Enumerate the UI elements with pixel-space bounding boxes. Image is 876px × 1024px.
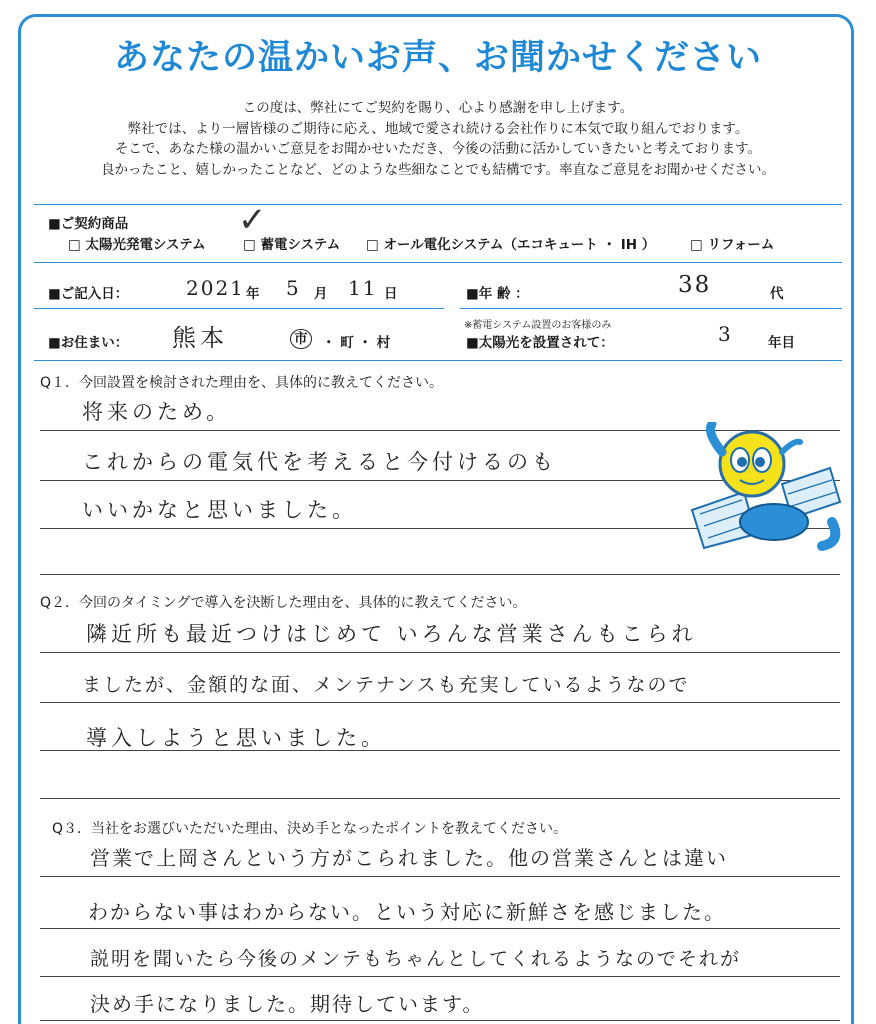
answer-3-line: 説明を聞いたら今後のメンテもちゃんとしてくれるようなのでそれが bbox=[90, 948, 742, 970]
answer-rule bbox=[40, 976, 840, 977]
solar-installed-label: ■太陽光を設置されて： bbox=[466, 335, 614, 351]
date-day-unit: 日 bbox=[384, 286, 398, 302]
age-label: ■年 齢 ： bbox=[466, 286, 529, 302]
date-day-value: 11 bbox=[348, 276, 378, 300]
answer-rule bbox=[40, 876, 840, 877]
date-year-unit: 年 bbox=[246, 286, 260, 302]
answer-1-line: いいかなと思いました。 bbox=[82, 498, 357, 522]
intro-line: 良かったこと、嬉しかったことなど、どのような些細なことでも結構です。率直なご意見をお聞かせください。 bbox=[101, 161, 775, 178]
answer-rule bbox=[40, 702, 840, 703]
checkmark-icon: ✓ bbox=[238, 200, 267, 240]
divider bbox=[34, 308, 444, 309]
answer-2-line: ましたが、金額的な面、メンテナンスも充実しているようなので bbox=[82, 674, 690, 696]
answer-2-line: 隣近所も最近つけはじめて いろんな営業さんもこられ bbox=[86, 622, 697, 646]
question-3-label: Q３．当社をお選びいただいた理由、決め手となったポイントを教えてください。 bbox=[52, 821, 568, 837]
city-option bbox=[290, 329, 312, 349]
intro-text bbox=[40, 98, 836, 180]
page-title: あなたの温かいお声、お聞かせください bbox=[113, 38, 762, 78]
solar-years-unit: 年目 bbox=[768, 335, 795, 351]
product-option-solar[interactable]: □ 太陽光発電システム bbox=[68, 237, 206, 253]
intro-line: 弊社では、より一層皆様のご期待に応え、地域で愛され続ける会社作りに本気で取り組んでおります。 bbox=[127, 120, 749, 137]
address-label: ■お住まい： bbox=[48, 335, 129, 351]
answer-3-line: 営業で上岡さんという方がこられました。他の営業さんとは違い bbox=[90, 846, 728, 870]
intro-line: そこで、あなた様の温かいご意見をお聞かせいただき、今後の活動に活かしていきたいと考えております。 bbox=[114, 141, 762, 157]
solar-mascot-icon bbox=[682, 422, 852, 552]
answer-rule bbox=[40, 1020, 840, 1021]
date-label: ■ご記入日： bbox=[48, 286, 129, 302]
date-month-unit: 月 bbox=[314, 286, 328, 302]
divider bbox=[34, 204, 842, 205]
town-village-options: ・ 町 ・ 村 bbox=[322, 335, 391, 351]
answer-rule bbox=[40, 652, 840, 653]
answer-rule bbox=[40, 750, 840, 751]
divider bbox=[34, 262, 842, 263]
answer-2-line: 導入しようと思いました。 bbox=[86, 726, 386, 750]
product-option-storage[interactable]: □ 蓄電システム bbox=[243, 237, 341, 253]
product-option-reform[interactable]: □ リフォーム bbox=[690, 237, 775, 253]
answer-1-line: 将来のため。 bbox=[82, 400, 232, 424]
city-circle: 市 bbox=[290, 329, 312, 349]
answer-rule bbox=[40, 928, 840, 929]
date-year-value: 2021 bbox=[186, 276, 245, 300]
age-unit: 代 bbox=[770, 286, 784, 302]
answer-rule bbox=[40, 574, 840, 575]
age-value: 38 bbox=[678, 272, 712, 298]
solar-years-value: 3 bbox=[718, 322, 733, 346]
divider bbox=[460, 308, 842, 309]
answer-rule bbox=[40, 798, 840, 799]
question-2-label: Q２．今回のタイミングで導入を決断した理由を、具体的に教えてください。 bbox=[40, 595, 527, 611]
product-option-all-electric[interactable]: □ オール電化システム（エコキュート ・ IH ） bbox=[366, 237, 656, 253]
address-value: 熊本 bbox=[172, 324, 228, 352]
divider bbox=[34, 360, 842, 361]
products-label: ■ご契約商品 bbox=[48, 216, 129, 232]
answer-3-line: わからない事はわからない。という対応に新鮮さを感じました。 bbox=[88, 900, 726, 924]
storage-note: ※蓄電システム設置のお客様のみ bbox=[464, 320, 612, 331]
answer-1-line: これからの電気代を考えると今付けるのも bbox=[82, 450, 557, 474]
answer-3-line: 決め手になりました。期待しています。 bbox=[90, 992, 485, 1016]
question-1-label: Q１．今回設置を検討された理由を、具体的に教えてください。 bbox=[40, 375, 444, 391]
intro-line: この度は、弊社にてご契約を賜り、心より感謝を申し上げます。 bbox=[242, 100, 634, 116]
date-month-value: 5 bbox=[286, 276, 301, 300]
